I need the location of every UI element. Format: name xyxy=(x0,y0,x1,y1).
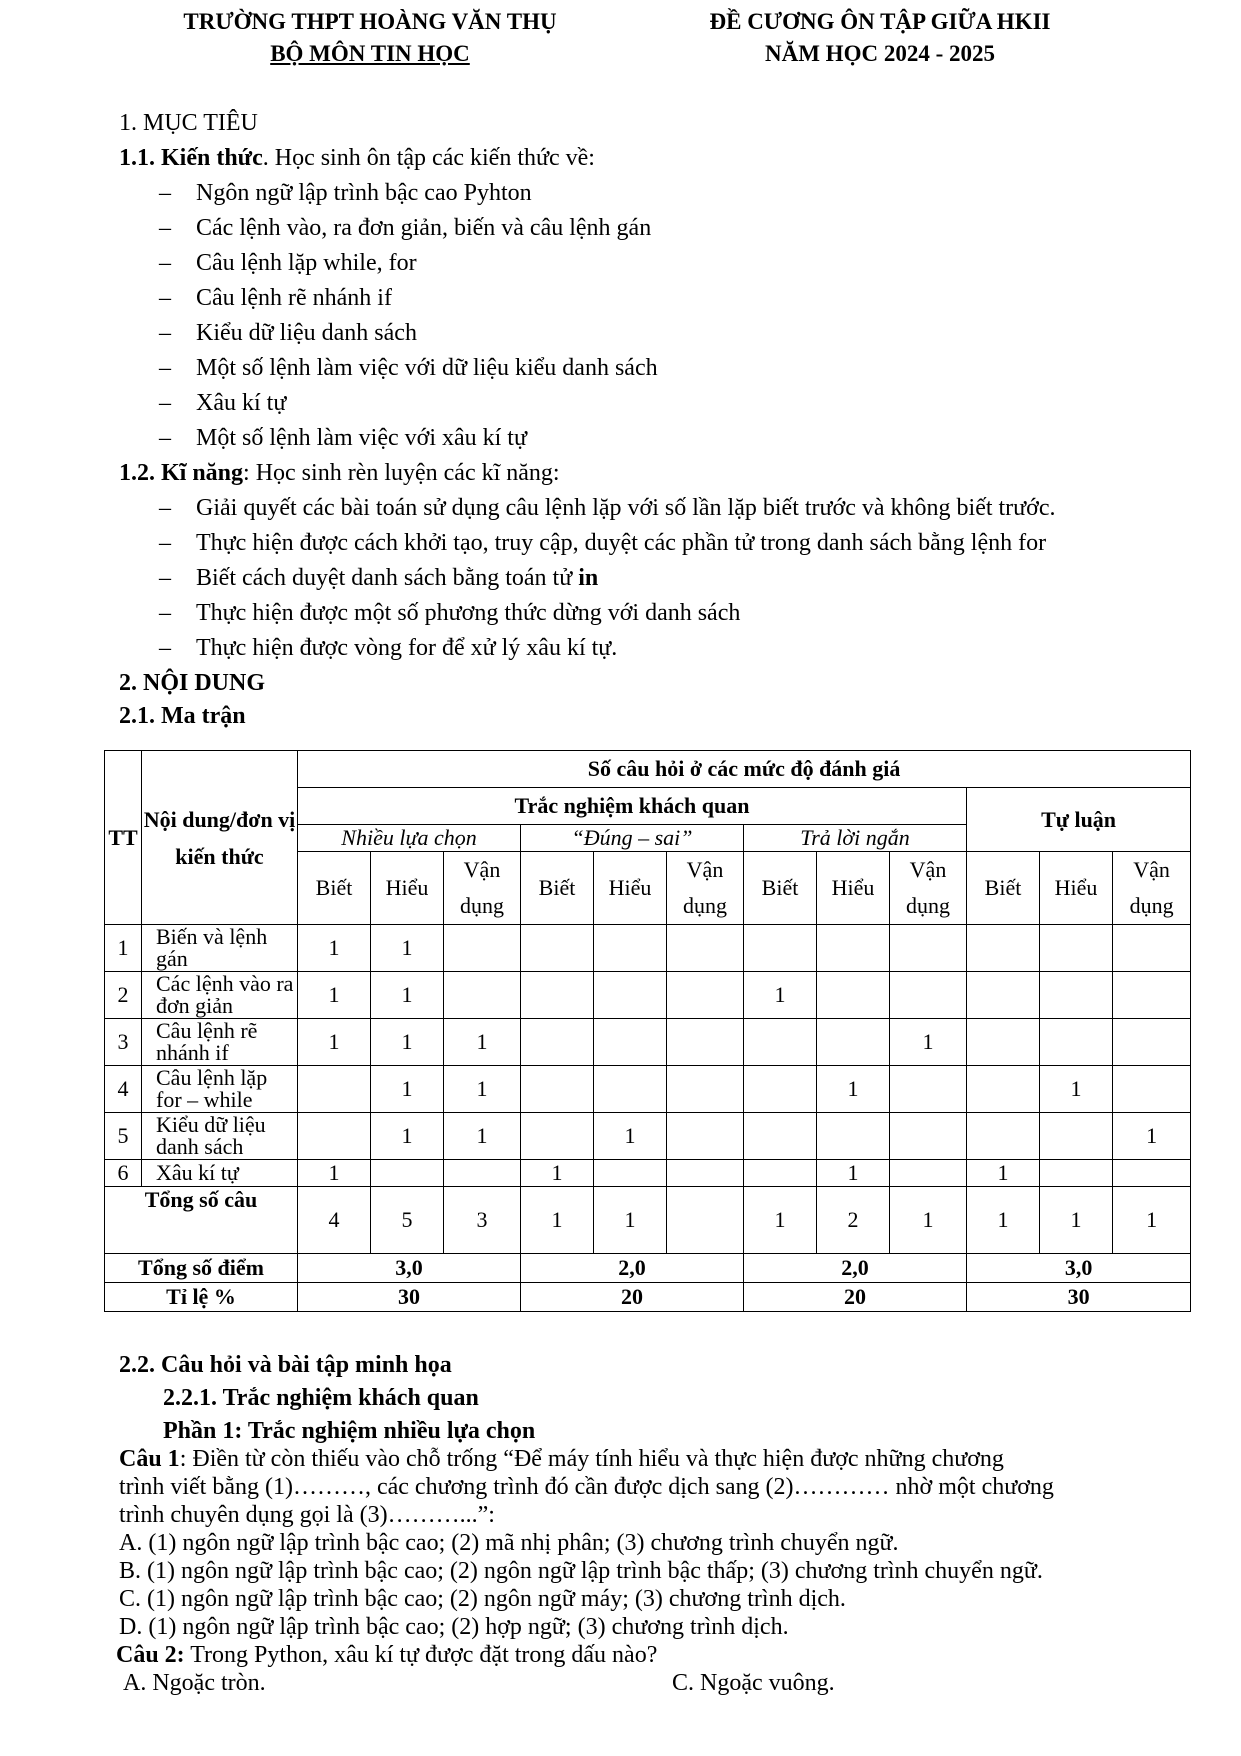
row-cell xyxy=(594,972,667,1019)
total-cell: 1 xyxy=(744,1187,817,1254)
row-number: 3 xyxy=(105,1019,142,1066)
level-header: Biết xyxy=(744,852,817,925)
row-number: 4 xyxy=(105,1066,142,1113)
question-2-option-a: A. Ngoặc tròn. xyxy=(123,1670,266,1696)
row-cell xyxy=(890,925,967,972)
row-cell: 1 xyxy=(444,1019,521,1066)
row-cell xyxy=(1113,972,1191,1019)
percent-label: Tỉ lệ % xyxy=(105,1283,298,1312)
knowledge-item xyxy=(119,281,1129,316)
matrix-points-row xyxy=(105,1254,1191,1283)
row-cell xyxy=(1040,925,1113,972)
knowledge-item-text: Kiểu dữ liệu danh sách xyxy=(196,320,417,346)
row-cell xyxy=(371,1160,444,1187)
total-cell: 5 xyxy=(371,1187,444,1254)
level-header: Hiểu xyxy=(594,852,667,925)
row-cell: 1 xyxy=(371,1019,444,1066)
row-cell xyxy=(594,925,667,972)
row-cell: 1 xyxy=(890,1019,967,1066)
row-cell: 1 xyxy=(298,1160,371,1187)
matrix-row xyxy=(105,1066,1191,1113)
in-keyword: in xyxy=(578,565,599,591)
skill-item xyxy=(119,491,1129,526)
row-cell xyxy=(521,972,594,1019)
row-cell xyxy=(521,925,594,972)
group-header: “Đúng – sai” xyxy=(521,825,744,852)
bullet-dash: – xyxy=(159,215,171,241)
knowledge-item-text: Một số lệnh làm việc với xâu kí tự xyxy=(196,425,527,451)
bullet-dash: – xyxy=(159,390,171,416)
skills-line xyxy=(119,456,1129,491)
questions-section xyxy=(116,1351,1169,1751)
knowledge-item xyxy=(119,386,1129,421)
row-cell xyxy=(521,1113,594,1160)
knowledge-list xyxy=(119,176,1129,456)
level-header: Hiểu xyxy=(817,852,890,925)
skills-list xyxy=(119,491,1129,666)
essay-header: Tự luận xyxy=(967,788,1191,852)
bullet-dash: – xyxy=(159,320,171,346)
row-cell: 1 xyxy=(371,925,444,972)
question-2-text: Trong Python, xâu kí tự được đặt trong dấu nào? xyxy=(184,1642,658,1668)
bullet-dash: – xyxy=(159,530,171,556)
row-cell xyxy=(667,1019,744,1066)
row-cell xyxy=(1040,972,1113,1019)
bullet-dash: – xyxy=(159,285,171,311)
level-header: Biết xyxy=(521,852,594,925)
skill-item-text: Thực hiện được một số phương thức dừng với danh sách xyxy=(196,600,741,626)
question-1-option-b: B. (1) ngôn ngữ lập trình bậc cao; (2) ngôn ngữ lập trình bậc thấp; (3) chương trình chuyển ngữ. xyxy=(119,1558,1043,1584)
matrix-row xyxy=(105,972,1191,1019)
matrix-row xyxy=(105,925,1191,972)
row-cell xyxy=(890,1066,967,1113)
row-cell xyxy=(890,972,967,1019)
row-cell xyxy=(521,1066,594,1113)
school-name: TRƯỜNG THPT HOÀNG VĂN THỤ xyxy=(183,9,557,34)
level-header: Biết xyxy=(298,852,371,925)
row-cell xyxy=(444,1160,521,1187)
matrix-row xyxy=(105,1160,1191,1187)
tt-header: TT xyxy=(105,751,142,925)
row-cell xyxy=(744,1160,817,1187)
row-cell: 1 xyxy=(371,1113,444,1160)
knowledge-item-text: Xâu kí tự xyxy=(196,390,287,416)
row-cell xyxy=(298,1066,371,1113)
question-1-label: Câu 1 xyxy=(119,1446,180,1472)
row-cell: 1 xyxy=(371,972,444,1019)
knowledge-item-text: Câu lệnh rẽ nhánh if xyxy=(196,285,392,311)
row-topic: Câu lệnh rẽ nhánh if xyxy=(142,1019,298,1066)
questions-subheading: 2.2.1. Trắc nghiệm khách quan xyxy=(163,1385,479,1411)
section2-heading: 2. NỘI DUNG xyxy=(119,670,266,696)
row-cell: 1 xyxy=(967,1160,1040,1187)
knowledge-item xyxy=(119,351,1129,386)
level-header: Vận dụng xyxy=(890,852,967,925)
knowledge-item-text: Câu lệnh lặp while, for xyxy=(196,250,417,276)
row-cell xyxy=(967,925,1040,972)
knowledge-item xyxy=(119,316,1129,351)
row-cell: 1 xyxy=(744,972,817,1019)
level-header: Biết xyxy=(967,852,1040,925)
skill-item xyxy=(119,596,1129,631)
questions-heading: 2.2. Câu hỏi và bài tập minh họa xyxy=(119,1352,452,1378)
points-label: Tổng số điểm xyxy=(105,1254,298,1283)
points-cell: 2,0 xyxy=(521,1254,744,1283)
row-cell xyxy=(521,1019,594,1066)
level-header: Hiểu xyxy=(371,852,444,925)
total-cell: 4 xyxy=(298,1187,371,1254)
skill-item xyxy=(119,631,1129,666)
total-cell: 1 xyxy=(521,1187,594,1254)
row-cell xyxy=(1040,1019,1113,1066)
row-cell xyxy=(667,1160,744,1187)
row-cell xyxy=(667,1113,744,1160)
bullet-dash: – xyxy=(159,250,171,276)
row-cell: 1 xyxy=(371,1066,444,1113)
part1-heading: Phần 1: Trắc nghiệm nhiều lựa chọn xyxy=(163,1418,536,1444)
total-cell: 3 xyxy=(444,1187,521,1254)
objective-header: Trắc nghiệm khách quan xyxy=(298,788,967,825)
matrix-row xyxy=(105,1019,1191,1066)
question-1-line3: trình chuyên dụng gọi là (3)………...”: xyxy=(119,1502,495,1528)
row-cell xyxy=(744,1066,817,1113)
skills-text: : Học sinh rèn luyện các kĩ năng: xyxy=(243,460,560,486)
matrix-heading: 2.1. Ma trận xyxy=(119,703,246,729)
levels-top-header: Số câu hỏi ở các mức độ đánh giá xyxy=(298,751,1191,788)
skills-label: 1.2. Kĩ năng xyxy=(119,460,244,486)
row-cell xyxy=(298,1113,371,1160)
points-cell: 3,0 xyxy=(967,1254,1191,1283)
row-cell: 1 xyxy=(444,1066,521,1113)
question-1-option-c: C. (1) ngôn ngữ lập trình bậc cao; (2) ngôn ngữ máy; (3) chương trình dịch. xyxy=(119,1586,846,1612)
bullet-dash: – xyxy=(159,600,171,626)
row-number: 5 xyxy=(105,1113,142,1160)
points-cell: 3,0 xyxy=(298,1254,521,1283)
question-1-line1: : Điền từ còn thiếu vào chỗ trống “Để máy tính hiểu và thực hiện được những chương xyxy=(179,1446,1004,1472)
skill-item-text: Giải quyết các bài toán sử dụng câu lệnh lặp với số lần lặp biết trước và không biết trước. xyxy=(196,495,1056,521)
row-cell: 1 xyxy=(594,1113,667,1160)
total-cell: 2 xyxy=(817,1187,890,1254)
skill-item-text: Biết cách duyệt danh sách bằng toán tử xyxy=(196,565,579,591)
skill-item xyxy=(119,561,1129,596)
assessment-matrix xyxy=(104,750,1191,1312)
row-cell xyxy=(667,1066,744,1113)
total-cell: 1 xyxy=(967,1187,1040,1254)
row-cell: 1 xyxy=(298,1019,371,1066)
row-topic: Các lệnh vào ra đơn giản xyxy=(142,972,298,1019)
matrix-percent-row xyxy=(105,1283,1191,1312)
row-cell xyxy=(1113,925,1191,972)
row-cell: 1 xyxy=(298,925,371,972)
row-cell xyxy=(817,1113,890,1160)
document-title: ĐỀ CƯƠNG ÔN TẬP GIỮA HKII xyxy=(709,9,1051,34)
bullet-dash: – xyxy=(159,425,171,451)
row-cell: 1 xyxy=(1040,1066,1113,1113)
question-1-option-d: D. (1) ngôn ngữ lập trình bậc cao; (2) hợp ngữ; (3) chương trình dịch. xyxy=(119,1614,789,1640)
percent-cell: 30 xyxy=(298,1283,521,1312)
bullet-dash: – xyxy=(159,635,171,661)
row-cell xyxy=(890,1160,967,1187)
total-label: Tổng số câu xyxy=(105,1187,298,1254)
row-cell xyxy=(967,1113,1040,1160)
matrix-total-row xyxy=(105,1187,1191,1254)
row-cell xyxy=(1040,1113,1113,1160)
knowledge-item xyxy=(119,176,1129,211)
level-header: Vận dụng xyxy=(444,852,521,925)
row-cell: 1 xyxy=(298,972,371,1019)
total-cell: 1 xyxy=(890,1187,967,1254)
level-header: Hiểu xyxy=(1040,852,1113,925)
knowledge-item-text: Một số lệnh làm việc với dữ liệu kiểu danh sách xyxy=(196,355,658,381)
question-1 xyxy=(119,1445,1004,1473)
matrix-row xyxy=(105,1113,1191,1160)
row-cell xyxy=(667,972,744,1019)
row-cell xyxy=(967,972,1040,1019)
row-cell xyxy=(967,1066,1040,1113)
row-cell xyxy=(744,1113,817,1160)
row-number: 1 xyxy=(105,925,142,972)
department-name: BỘ MÔN TIN HỌC xyxy=(270,41,470,66)
group-header: Trả lời ngắn xyxy=(744,825,967,852)
question-2-label: Câu 2: xyxy=(116,1642,185,1668)
skill-item-text: Thực hiện được vòng for để xử lý xâu kí tự. xyxy=(196,635,618,661)
bullet-dash: – xyxy=(159,180,171,206)
skill-item xyxy=(119,526,1129,561)
question-2 xyxy=(116,1641,657,1669)
row-cell xyxy=(667,925,744,972)
group-header: Nhiều lựa chọn xyxy=(298,825,521,852)
level-header: Vận dụng xyxy=(667,852,744,925)
total-cell: 1 xyxy=(1040,1187,1113,1254)
percent-cell: 20 xyxy=(521,1283,744,1312)
row-cell xyxy=(967,1019,1040,1066)
row-cell xyxy=(594,1019,667,1066)
row-cell: 1 xyxy=(817,1160,890,1187)
row-cell xyxy=(1040,1160,1113,1187)
knowledge-item-text: Ngôn ngữ lập trình bậc cao Pyhton xyxy=(196,180,532,206)
row-cell xyxy=(817,1019,890,1066)
row-cell xyxy=(444,972,521,1019)
row-cell xyxy=(890,1113,967,1160)
row-cell xyxy=(1113,1066,1191,1113)
total-cell: 1 xyxy=(1113,1187,1191,1254)
row-cell: 1 xyxy=(817,1066,890,1113)
row-cell: 1 xyxy=(521,1160,594,1187)
row-number: 6 xyxy=(105,1160,142,1187)
percent-cell: 30 xyxy=(967,1283,1191,1312)
document-header xyxy=(680,6,1080,70)
row-topic: Kiểu dữ liệu danh sách xyxy=(142,1113,298,1160)
row-cell xyxy=(1113,1019,1191,1066)
content-header: Nội dung/đơn vị kiến thức xyxy=(142,751,298,925)
row-cell xyxy=(594,1160,667,1187)
knowledge-label: 1.1. Kiến thức xyxy=(119,145,263,171)
question-1-line2: trình viết bằng (1)………, các chương trình đó cần được dịch sang (2)………… nhờ một chương xyxy=(119,1474,1054,1500)
row-topic: Câu lệnh lặp for – while xyxy=(142,1066,298,1113)
points-cell: 2,0 xyxy=(744,1254,967,1283)
row-cell xyxy=(594,1066,667,1113)
knowledge-item-text: Các lệnh vào, ra đơn giản, biến và câu lệnh gán xyxy=(196,215,652,241)
knowledge-item xyxy=(119,421,1129,456)
row-number: 2 xyxy=(105,972,142,1019)
row-cell xyxy=(444,925,521,972)
percent-cell: 20 xyxy=(744,1283,967,1312)
knowledge-line xyxy=(119,141,1129,176)
row-cell xyxy=(1113,1160,1191,1187)
section-objectives xyxy=(119,106,1129,731)
row-cell: 1 xyxy=(1113,1113,1191,1160)
level-header: Vận dụng xyxy=(1113,852,1191,925)
skill-item-text: Thực hiện được cách khởi tạo, truy cập, duyệt các phần tử trong danh sách bằng lệnh for xyxy=(196,530,1047,556)
total-cell: 1 xyxy=(594,1187,667,1254)
bullet-dash: – xyxy=(159,565,171,591)
bullet-dash: – xyxy=(159,355,171,381)
school-year: NĂM HỌC 2024 - 2025 xyxy=(765,41,995,66)
knowledge-item xyxy=(119,246,1129,281)
total-cell xyxy=(667,1187,744,1254)
row-cell xyxy=(744,925,817,972)
question-1-option-a: A. (1) ngôn ngữ lập trình bậc cao; (2) mã nhị phân; (3) chương trình chuyển ngữ. xyxy=(119,1530,899,1556)
row-cell xyxy=(744,1019,817,1066)
school-header xyxy=(150,6,590,70)
row-cell xyxy=(817,972,890,1019)
row-topic: Biến và lệnh gán xyxy=(142,925,298,972)
row-cell xyxy=(817,925,890,972)
matrix-header-row-1 xyxy=(105,751,1191,788)
section1-heading: 1. MỤC TIÊU xyxy=(119,110,258,136)
row-cell: 1 xyxy=(444,1113,521,1160)
knowledge-item xyxy=(119,211,1129,246)
question-2-option-c: C. Ngoặc vuông. xyxy=(672,1670,835,1696)
bullet-dash: – xyxy=(159,495,171,521)
knowledge-text: . Học sinh ôn tập các kiến thức về: xyxy=(262,145,595,171)
row-topic: Xâu kí tự xyxy=(142,1160,298,1187)
